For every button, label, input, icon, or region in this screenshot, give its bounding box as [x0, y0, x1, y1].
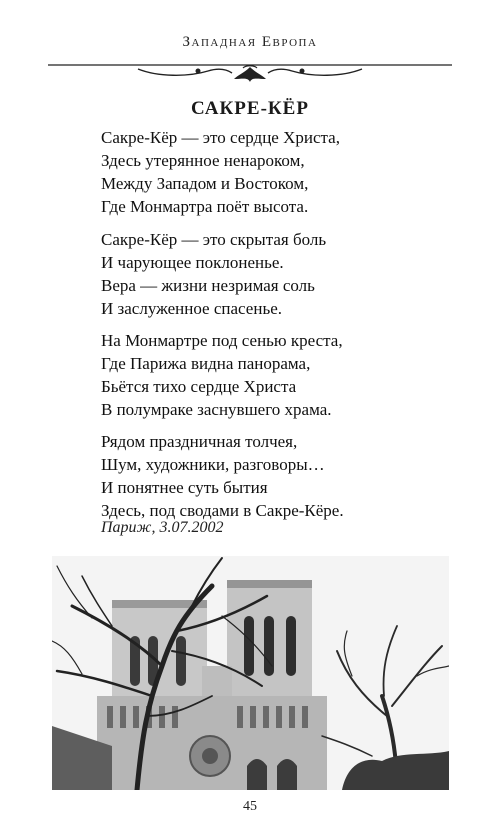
- ornament-divider: [48, 55, 452, 83]
- poem-line: Сакре-Кёр — это скрытая боль: [101, 230, 327, 249]
- poem-title: САКРЕ-КЁР: [191, 98, 309, 119]
- running-head: Западная Европа: [182, 34, 318, 50]
- poem-signature: Париж, 3.07.2002: [101, 519, 224, 536]
- poem-line: На Монмартре под сенью креста,: [101, 331, 343, 350]
- poem-line: И чарующее поклоненье.: [101, 253, 284, 272]
- poem-line: Рядом праздничная толчея,: [101, 432, 298, 451]
- poem-line: Здесь утерянное ненароком,: [101, 151, 305, 170]
- stanza-1: [101, 126, 340, 218]
- stanza-3: [101, 329, 343, 421]
- poem-line: В полумраке заснувшего храма.: [101, 400, 332, 419]
- poem-line: Где Парижа видна панорама,: [101, 354, 311, 373]
- stanza-2: [101, 228, 326, 320]
- poem-line: Здесь, под сводами в Сакре-Кёре.: [101, 501, 344, 520]
- poem-line: Где Монмартра поёт высота.: [101, 197, 309, 216]
- poem-line: Сакре-Кёр — это сердце Христа,: [101, 128, 340, 147]
- page-number: 45: [243, 799, 257, 814]
- stanza-4: [101, 430, 344, 522]
- poem-line: Вера — жизни незримая соль: [101, 276, 315, 295]
- poem-line: И понятнее суть бытия: [101, 478, 268, 497]
- poem-line: Бьётся тихо сердце Христа: [101, 377, 297, 396]
- poem-line: Между Западом и Востоком,: [101, 174, 309, 193]
- cathedral-photo: [52, 556, 449, 790]
- poem-line: Шум, художники, разговоры…: [101, 455, 325, 474]
- poem-line: И заслуженное спасенье.: [101, 299, 282, 318]
